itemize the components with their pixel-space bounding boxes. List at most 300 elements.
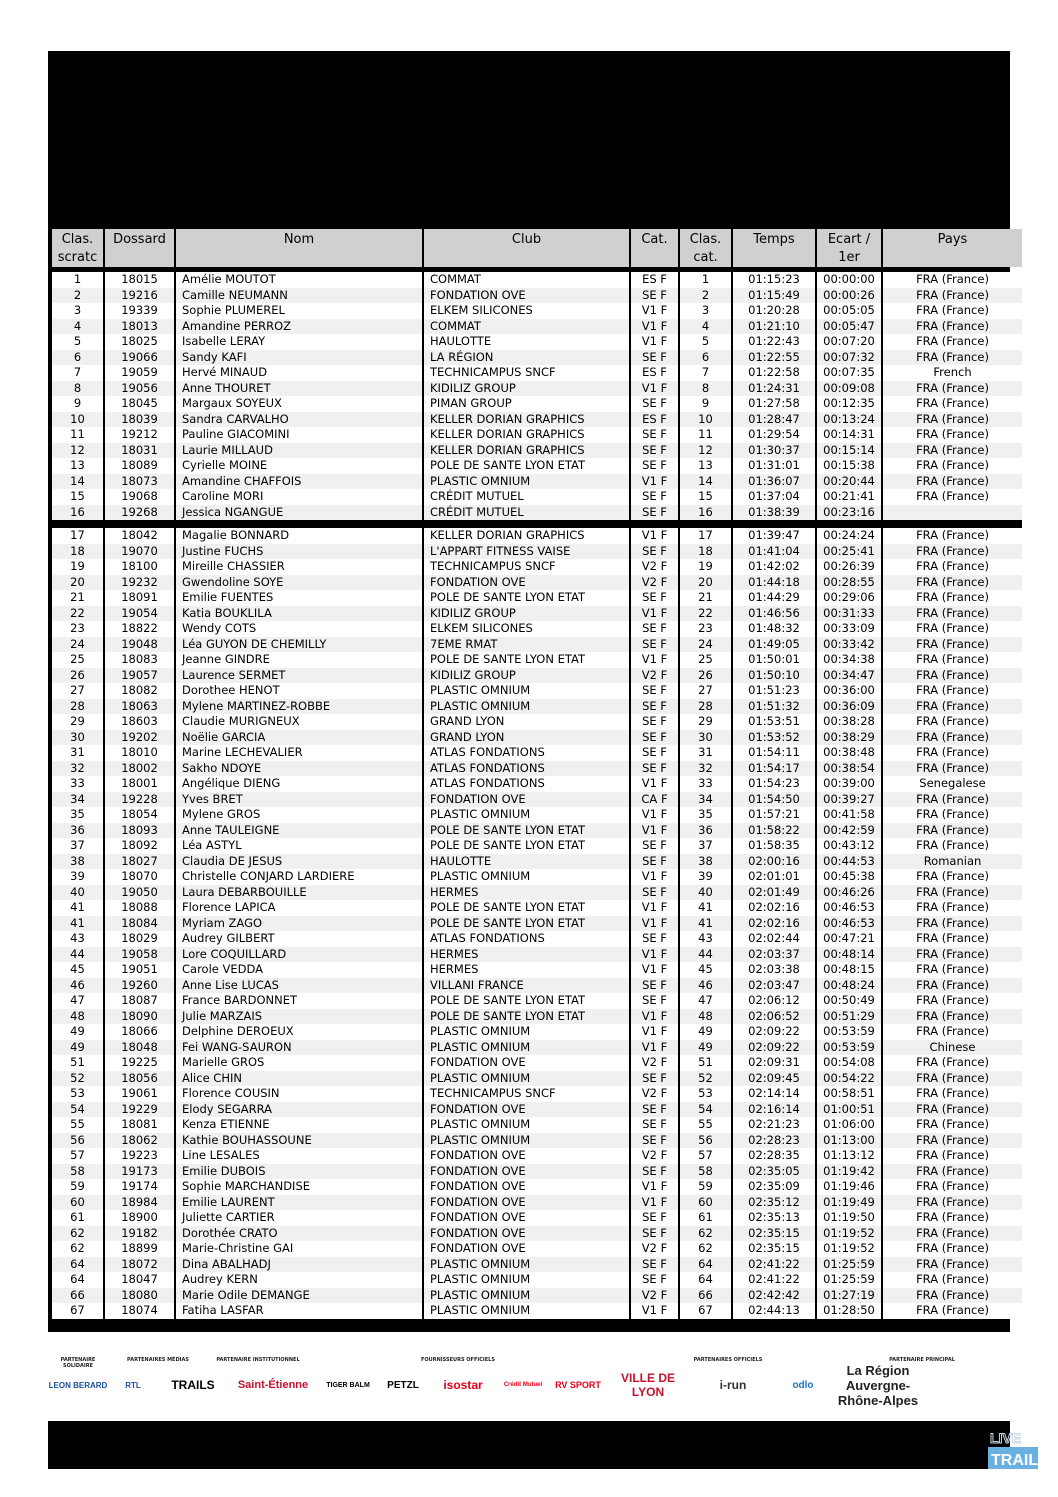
column-header-line2: scratc: [57, 250, 98, 265]
table-cell: Caroline MORI: [176, 489, 424, 505]
table-cell: 01:25:59: [817, 1257, 883, 1273]
table-cell: FRA (France): [916, 1256, 989, 1271]
table-cell: FONDATION OVE: [424, 288, 631, 304]
table-cell: KIDILIZ GROUP: [424, 668, 631, 684]
table-cell: 00:07:20: [817, 334, 883, 350]
table-cell: SE F: [631, 761, 680, 777]
table-cell: FONDATION OVE: [424, 1148, 631, 1164]
table-cell: POLE DE SANTE LYON ETAT: [424, 652, 631, 668]
table-cell: Hervé MINAUD: [176, 365, 424, 381]
table-cell: Jeanne GINDRE: [176, 652, 424, 668]
table-cell: 14: [680, 474, 733, 490]
table-cell: 23: [680, 621, 733, 637]
table-cell: FRA (France): [916, 427, 989, 441]
table-cell: 00:15:14: [817, 443, 883, 459]
table-cell: 18090: [105, 1009, 176, 1025]
table-cell: 01:27:58: [733, 396, 817, 412]
table-cell: 01:19:46: [817, 1179, 883, 1195]
table-cell: 9: [680, 396, 733, 412]
table-cell: FRA (France): [916, 729, 989, 744]
table-cell: 45: [52, 962, 105, 978]
table-row: [52, 1148, 1022, 1164]
table-row: [52, 714, 1022, 730]
table-cell: 62: [52, 1241, 105, 1257]
table-cell: 49: [680, 1024, 733, 1040]
table-cell: PLASTIC OMNIUM: [424, 1257, 631, 1273]
sponsor-logo: La Région Auvergne-Rhône-Alpes: [837, 1362, 919, 1408]
table-cell: 00:46:53: [817, 916, 883, 932]
table-cell: 34: [680, 792, 733, 808]
table-cell: 40: [680, 885, 733, 901]
table-cell: KELLER DORIAN GRAPHICS: [424, 443, 631, 459]
table-cell: 22: [680, 606, 733, 622]
table-cell: 01:48:32: [733, 621, 817, 637]
table-cell: 00:33:09: [817, 621, 883, 637]
table-cell: CRÉDIT MUTUEL: [424, 489, 631, 505]
table-cell: 19050: [105, 885, 176, 901]
table-cell: 54: [52, 1102, 105, 1118]
table-cell: 51: [680, 1055, 733, 1071]
table-cell: 01:42:02: [733, 559, 817, 575]
table-cell: 5: [52, 334, 105, 350]
table-cell: 00:58:51: [817, 1086, 883, 1102]
table-row: [52, 412, 1022, 428]
table-cell: 19212: [105, 427, 176, 443]
table-cell: Sakho NDOYE: [176, 761, 424, 777]
table-cell: ELKEM SILICONES: [424, 303, 631, 319]
table-cell: 00:46:26: [817, 885, 883, 901]
table-cell: V1 F: [631, 1024, 680, 1040]
table-cell: SE F: [631, 544, 680, 560]
sponsor-logo: i-run: [719, 1378, 747, 1392]
table-cell: 19229: [105, 1102, 176, 1118]
table-cell: 19182: [105, 1226, 176, 1242]
table-cell: 01:25:59: [817, 1272, 883, 1288]
table-cell: 59: [52, 1179, 105, 1195]
table-cell: 10: [680, 412, 733, 428]
table-cell: Romanian: [923, 853, 982, 868]
table-cell: Yves BRET: [176, 792, 424, 808]
table-cell: 19260: [105, 978, 176, 994]
table-cell: 2: [52, 288, 105, 304]
table-cell: FRA (France): [916, 574, 989, 589]
table-row: [52, 334, 1022, 350]
sponsor-category-label: PARTENAIRES MÉDIAS: [127, 1357, 189, 1363]
table-cell: 18072: [105, 1257, 176, 1273]
table-cell: 19339: [105, 303, 176, 319]
sponsor-logo: TIGER BALM: [326, 1381, 370, 1389]
table-cell: 18: [52, 544, 105, 560]
column-header-line1: Pays: [937, 232, 968, 247]
table-row: [52, 575, 1022, 591]
table-cell: FRA (France): [916, 318, 989, 333]
livetrail-logo: [988, 1425, 1038, 1470]
table-cell: 02:06:12: [733, 993, 817, 1009]
table-cell: 00:33:42: [817, 637, 883, 653]
table-cell: 00:36:00: [817, 683, 883, 699]
table-cell: Line LESALES: [176, 1148, 424, 1164]
table-cell: FRA (France): [916, 869, 989, 883]
table-cell: Anne TAULEIGNE: [176, 823, 424, 839]
table-cell: 02:02:16: [733, 916, 817, 932]
table-cell: 18047: [105, 1272, 176, 1288]
table-cell: V1 F: [631, 334, 680, 350]
table-cell: SE F: [631, 505, 680, 521]
table-cell: FRA (France): [916, 458, 989, 472]
table-cell: 00:09:08: [817, 381, 883, 397]
sponsor-logo: VILLE DE LYON: [620, 1371, 675, 1399]
table-cell: 47: [680, 993, 733, 1009]
table-cell: 18025: [105, 334, 176, 350]
table-cell: 19057: [105, 668, 176, 684]
table-cell: 18082: [105, 683, 176, 699]
table-cell: 02:16:14: [733, 1102, 817, 1118]
table-cell: 44: [52, 947, 105, 963]
table-cell: PLASTIC OMNIUM: [424, 1040, 631, 1056]
table-cell: 33: [680, 776, 733, 792]
table-cell: Chinese: [929, 1039, 976, 1054]
table-cell: 18100: [105, 559, 176, 575]
table-cell: 02:35:12: [733, 1195, 817, 1211]
table-row: [52, 1272, 1022, 1288]
table-cell: 61: [52, 1210, 105, 1226]
table-cell: Lore COQUILLARD: [176, 947, 424, 963]
table-cell: 00:26:39: [817, 559, 883, 575]
table-cell: Kathie BOUHASSOUNE: [176, 1133, 424, 1149]
table-cell: 35: [52, 807, 105, 823]
table-cell: 28: [680, 699, 733, 715]
table-cell: FRA (France): [916, 1303, 989, 1317]
table-cell: 24: [680, 637, 733, 653]
table-cell: Emilie LAURENT: [176, 1195, 424, 1211]
table-cell: 02:41:22: [733, 1257, 817, 1273]
table-row: [52, 652, 1022, 668]
table-cell: FRA (France): [916, 698, 989, 713]
table-row: [52, 668, 1022, 684]
table-cell: 13: [680, 458, 733, 474]
table-cell: 48: [680, 1009, 733, 1025]
table-cell: 28: [52, 699, 105, 715]
table-cell: 18822: [105, 621, 176, 637]
table-cell: Gwendoline SOYE: [176, 575, 424, 591]
table-cell: 01:15:23: [733, 272, 817, 288]
table-cell: 01:41:04: [733, 544, 817, 560]
table-cell: 02:09:31: [733, 1055, 817, 1071]
table-cell: 00:48:14: [817, 947, 883, 963]
table-cell: 00:39:00: [817, 776, 883, 792]
table-cell: FRA (France): [916, 962, 989, 976]
table-cell: HAULOTTE: [424, 334, 631, 350]
sponsor-logo: RTL: [125, 1380, 141, 1390]
table-cell: FRA (France): [916, 683, 989, 697]
livetrail-live: LIVE: [990, 1430, 1022, 1446]
table-row: [52, 590, 1022, 606]
table-cell: Amandine PERROZ: [176, 319, 424, 335]
table-row: [52, 931, 1022, 947]
table-cell: 01:22:43: [733, 334, 817, 350]
table-cell: ATLAS FONDATIONS: [424, 931, 631, 947]
table-cell: 18054: [105, 807, 176, 823]
table-cell: 01:27:19: [817, 1288, 883, 1304]
table-cell: 18091: [105, 590, 176, 606]
table-cell: 01:54:50: [733, 792, 817, 808]
table-header: [52, 229, 1022, 267]
table-cell: Claudie MURIGNEUX: [176, 714, 424, 730]
table-cell: Fatiha LASFAR: [176, 1303, 424, 1319]
table-cell: 41: [680, 900, 733, 916]
table-cell: FONDATION OVE: [424, 792, 631, 808]
table-cell: 18899: [105, 1241, 176, 1257]
table-cell: 19173: [105, 1164, 176, 1180]
table-cell: FRA (France): [916, 287, 989, 302]
table-cell: 18027: [105, 854, 176, 870]
table-cell: 00:29:06: [817, 590, 883, 606]
table-cell: Cyrielle MOINE: [176, 458, 424, 474]
table-row: [52, 350, 1022, 366]
table-cell: Mylene MARTINEZ-ROBBE: [176, 699, 424, 715]
table-cell: KIDILIZ GROUP: [424, 606, 631, 622]
table-cell: 00:05:47: [817, 319, 883, 335]
table-cell: 02:35:13: [733, 1210, 817, 1226]
table-cell: 00:39:27: [817, 792, 883, 808]
table-cell: 15: [680, 489, 733, 505]
table-cell: POLE DE SANTE LYON ETAT: [424, 458, 631, 474]
table-row: [52, 869, 1022, 885]
sponsor-logo: isostar: [443, 1378, 483, 1392]
table-cell: Fei WANG-SAURON: [176, 1040, 424, 1056]
table-cell: FRA (France): [916, 1117, 989, 1131]
table-cell: 18900: [105, 1210, 176, 1226]
table-cell: SE F: [631, 931, 680, 947]
table-cell: 6: [52, 350, 105, 366]
table-cell: FRA (France): [916, 1132, 989, 1147]
sponsor-category-label: PARTENAIRE PRINCIPAL: [889, 1357, 955, 1363]
table-cell: 00:50:49: [817, 993, 883, 1009]
table-cell: SE F: [631, 993, 680, 1009]
table-cell: 31: [680, 745, 733, 761]
table-cell: CA F: [631, 792, 680, 808]
table-cell: 02:02:44: [733, 931, 817, 947]
table-cell: V1 F: [631, 947, 680, 963]
table-cell: Pauline GIACOMINI: [176, 427, 424, 443]
table-row: [52, 916, 1022, 932]
table-cell: 62: [680, 1241, 733, 1257]
table-cell: France BARDONNET: [176, 993, 424, 1009]
sponsor-logo: PETZL: [387, 1379, 419, 1391]
table-cell: 18084: [105, 916, 176, 932]
table-row: [52, 1024, 1022, 1040]
table-row: [52, 962, 1022, 978]
table-cell: 20: [52, 575, 105, 591]
table-cell: FRA (France): [916, 838, 989, 852]
table-cell: 2: [680, 288, 733, 304]
table-cell: HERMES: [424, 962, 631, 978]
table-separator: [52, 520, 1022, 528]
table-cell: 19059: [105, 365, 176, 381]
table-cell: 20: [680, 575, 733, 591]
table-cell: FRA (France): [916, 1024, 989, 1038]
table-cell: PLASTIC OMNIUM: [424, 1272, 631, 1288]
table-cell: 54: [680, 1102, 733, 1118]
table-row: [52, 544, 1022, 560]
table-row: [52, 823, 1022, 839]
table-cell: 1: [52, 272, 105, 288]
table-cell: FRA (France): [916, 791, 989, 806]
table-cell: 36: [52, 823, 105, 839]
table-row: [52, 489, 1022, 505]
table-cell: FRA (France): [916, 1241, 989, 1255]
table-cell: 02:42:42: [733, 1288, 817, 1304]
table-cell: 01:54:23: [733, 776, 817, 792]
table-cell: SE F: [631, 1257, 680, 1273]
table-cell: Dorothee HENOT: [176, 683, 424, 699]
sponsor-logo: LEON BERARD: [48, 1380, 108, 1390]
table-cell: FRA (France): [916, 1148, 989, 1162]
table-cell: Dorothée CRATO: [176, 1226, 424, 1242]
table-cell: 00:12:35: [817, 396, 883, 412]
table-cell: SE F: [631, 854, 680, 870]
table-cell: 9: [52, 396, 105, 412]
table-cell: French: [933, 365, 972, 379]
table-cell: 18056: [105, 1071, 176, 1087]
table-cell: V2 F: [631, 668, 680, 684]
table-row: [52, 730, 1022, 746]
table-cell: 00:38:54: [817, 761, 883, 777]
table-cell: POLE DE SANTE LYON ETAT: [424, 993, 631, 1009]
table-cell: SE F: [631, 1117, 680, 1133]
table-cell: V1 F: [631, 1040, 680, 1056]
table-cell: V2 F: [631, 1148, 680, 1164]
table-cell: Mylene GROS: [176, 807, 424, 823]
table-cell: PLASTIC OMNIUM: [424, 869, 631, 885]
table-cell: PLASTIC OMNIUM: [424, 1288, 631, 1304]
table-cell: Laurie MILLAUD: [176, 443, 424, 459]
table-cell: 33: [52, 776, 105, 792]
table-cell: FRA (France): [916, 1008, 989, 1023]
table-cell: 01:50:01: [733, 652, 817, 668]
table-row: [52, 1257, 1022, 1273]
table-cell: 18013: [105, 319, 176, 335]
table-cell: FRA (France): [916, 528, 989, 542]
table-cell: 01:00:51: [817, 1102, 883, 1118]
table-cell: Isabelle LERAY: [176, 334, 424, 350]
table-cell: 02:41:22: [733, 1272, 817, 1288]
table-cell: 15: [52, 489, 105, 505]
sponsor-logo: Crédit Mutuel: [503, 1382, 543, 1388]
table-cell: FRA (France): [916, 807, 989, 821]
table-cell: COMMAT: [424, 319, 631, 335]
table-row: [52, 1102, 1022, 1118]
table-cell: FRA (France): [916, 1225, 989, 1240]
table-cell: PLASTIC OMNIUM: [424, 1024, 631, 1040]
table-cell: V1 F: [631, 900, 680, 916]
table-cell: FRA (France): [916, 822, 989, 837]
table-cell: 02:02:16: [733, 900, 817, 916]
table-cell: 25: [52, 652, 105, 668]
table-cell: 43: [52, 931, 105, 947]
table-cell: 19070: [105, 544, 176, 560]
table-cell: KIDILIZ GROUP: [424, 381, 631, 397]
table-cell: FRA (France): [916, 1163, 989, 1178]
table-cell: Alice CHIN: [176, 1071, 424, 1087]
table-cell: ATLAS FONDATIONS: [424, 776, 631, 792]
table-cell: PLASTIC OMNIUM: [424, 807, 631, 823]
table-cell: 44: [680, 947, 733, 963]
table-cell: 01:37:04: [733, 489, 817, 505]
table-cell: FONDATION OVE: [424, 1164, 631, 1180]
table-cell: V1 F: [631, 606, 680, 622]
table-cell: POLE DE SANTE LYON ETAT: [424, 900, 631, 916]
table-cell: PIMAN GROUP: [424, 396, 631, 412]
table-cell: V2 F: [631, 1241, 680, 1257]
table-cell: CRÉDIT MUTUEL: [424, 505, 631, 521]
table-cell: FRA (France): [916, 380, 989, 395]
table-cell: 66: [52, 1288, 105, 1304]
table-cell: 4: [680, 319, 733, 335]
table-cell: V2 F: [631, 575, 680, 591]
results-table: [52, 272, 1022, 1319]
table-cell: Juliette CARTIER: [176, 1210, 424, 1226]
table-cell: PLASTIC OMNIUM: [424, 1133, 631, 1149]
table-row: [52, 637, 1022, 653]
table-cell: 16: [52, 505, 105, 521]
table-cell: 02:01:01: [733, 869, 817, 885]
table-cell: V1 F: [631, 916, 680, 932]
table-cell: V2 F: [631, 1288, 680, 1304]
table-cell: 19: [680, 559, 733, 575]
table-row: [52, 1164, 1022, 1180]
table-cell: Audrey GILBERT: [176, 931, 424, 947]
table-cell: 52: [52, 1071, 105, 1087]
table-row: [52, 761, 1022, 777]
table-cell: 19056: [105, 381, 176, 397]
table-cell: 18603: [105, 714, 176, 730]
table-cell: SE F: [631, 621, 680, 637]
table-row: [52, 745, 1022, 761]
table-cell: Laura DEBARBOUILLE: [176, 885, 424, 901]
table-cell: 48: [52, 1009, 105, 1025]
table-row: [52, 978, 1022, 994]
table-cell: 23: [52, 621, 105, 637]
table-cell: FRA (France): [916, 543, 989, 558]
table-cell: 18010: [105, 745, 176, 761]
table-cell: 19202: [105, 730, 176, 746]
table-cell: 01:28:50: [817, 1303, 883, 1319]
table-cell: 34: [52, 792, 105, 808]
table-cell: 64: [52, 1272, 105, 1288]
table-cell: 02:28:23: [733, 1133, 817, 1149]
table-cell: FRA (France): [916, 272, 989, 286]
table-cell: 24: [52, 637, 105, 653]
table-cell: 02:21:23: [733, 1117, 817, 1133]
table-cell: FRA (France): [916, 621, 989, 635]
table-cell: Carole VEDDA: [176, 962, 424, 978]
table-cell: Sophie MARCHANDISE: [176, 1179, 424, 1195]
table-row: [52, 559, 1022, 575]
table-cell: 45: [680, 962, 733, 978]
table-cell: ELKEM SILICONES: [424, 621, 631, 637]
table-cell: SE F: [631, 1133, 680, 1149]
table-cell: PLASTIC OMNIUM: [424, 1117, 631, 1133]
table-cell: FRA (France): [916, 1272, 989, 1286]
table-cell: 00:34:38: [817, 652, 883, 668]
table-cell: Magalie BONNARD: [176, 528, 424, 544]
table-row: [52, 1179, 1022, 1195]
table-cell: Sandy KAFI: [176, 350, 424, 366]
table-cell: 59: [680, 1179, 733, 1195]
table-cell: 00:48:24: [817, 978, 883, 994]
table-cell: 02:35:15: [733, 1241, 817, 1257]
